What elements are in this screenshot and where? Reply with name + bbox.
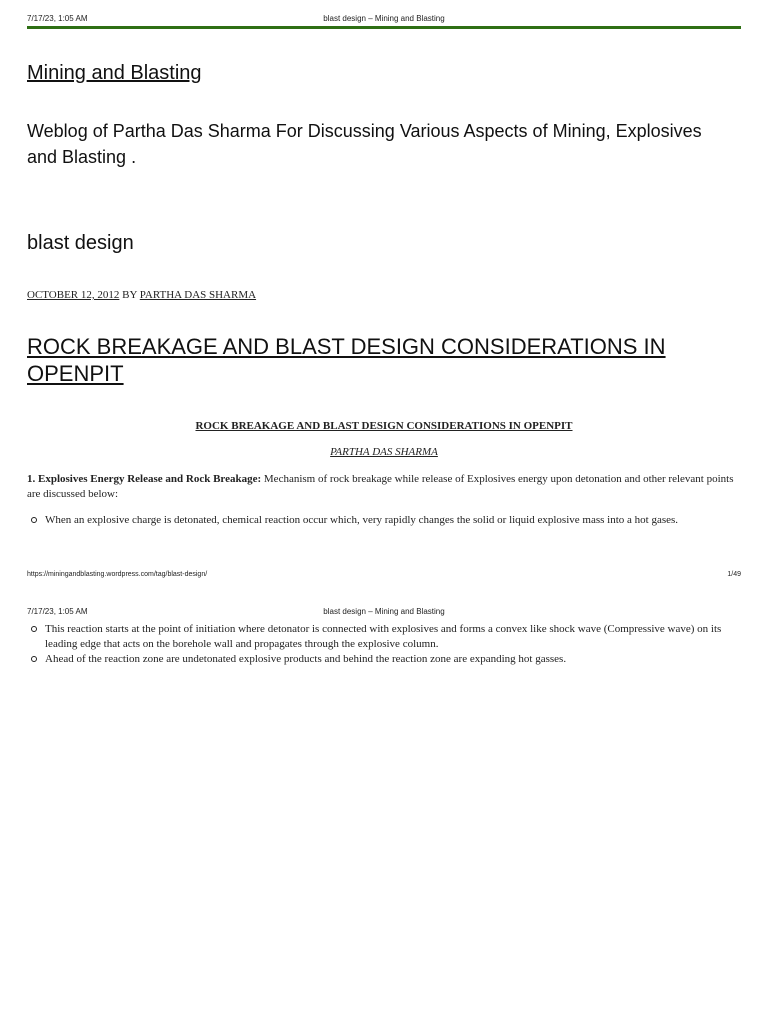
list-item: This reaction starts at the point of initiation where detonator is connected with explosives and forms a convex like shock wave (Compressive wave) on its leading edge that acts on the borehole wall and propagates through the explosive column. [27,622,739,652]
header-divider [27,26,741,29]
site-title-link[interactable]: Mining and Blasting [27,62,202,84]
footer-url: https://miningandblasting.wordpress.com/tag/blast-design/ [27,571,208,578]
print-page-title: blast design – Mining and Blasting [323,14,445,23]
bullet-circle-icon [31,517,37,523]
section-label: 1. Explosives Energy Release and Rock Breakage: [27,473,262,485]
list-item: Ahead of the reaction zone are undetonated explosive products and behind the reaction zone are expanding hot gasses. [27,652,739,667]
bullet-circle-icon [31,656,37,662]
section-text: Mechanism of rock breakage while release of Explosives energy upon detonation and other relevant points are discussed below: [27,473,734,500]
site-description: Weblog of Partha Das Sharma For Discussing Various Aspects of Mining, Explosives and Blasting . [27,121,702,167]
post-author-link[interactable]: PARTHA DAS SHARMA [139,289,257,301]
post-by-label: BY [122,289,138,301]
bullet-list-page1 [27,513,739,528]
list-item: When an explosive charge is detonated, chemical reaction occur which, very rapidly changes the solid or liquid explosive mass into a hot gases. [27,513,739,528]
document-heading: ROCK BREAKAGE AND BLAST DESIGN CONSIDERATIONS IN OPENPIT [195,420,573,432]
print-page-title: blast design – Mining and Blasting [323,607,445,616]
post-date-link[interactable]: OCTOBER 12, 2012 [27,289,120,301]
bullet-list-page2 [27,622,739,667]
post-meta [27,289,256,301]
footer-page-number: 1/49 [727,571,741,578]
post-title-link[interactable]: ROCK BREAKAGE AND BLAST DESIGN CONSIDERATIONS IN OPENPIT [27,334,666,386]
bullet-circle-icon [31,626,37,632]
archive-title: blast design [27,232,134,254]
print-footer [27,571,741,578]
section-paragraph [27,472,737,502]
print-datetime: 7/17/23, 1:05 AM [27,14,88,23]
print-datetime: 7/17/23, 1:05 AM [27,607,88,616]
document-author: PARTHA DAS SHARMA [330,446,438,458]
